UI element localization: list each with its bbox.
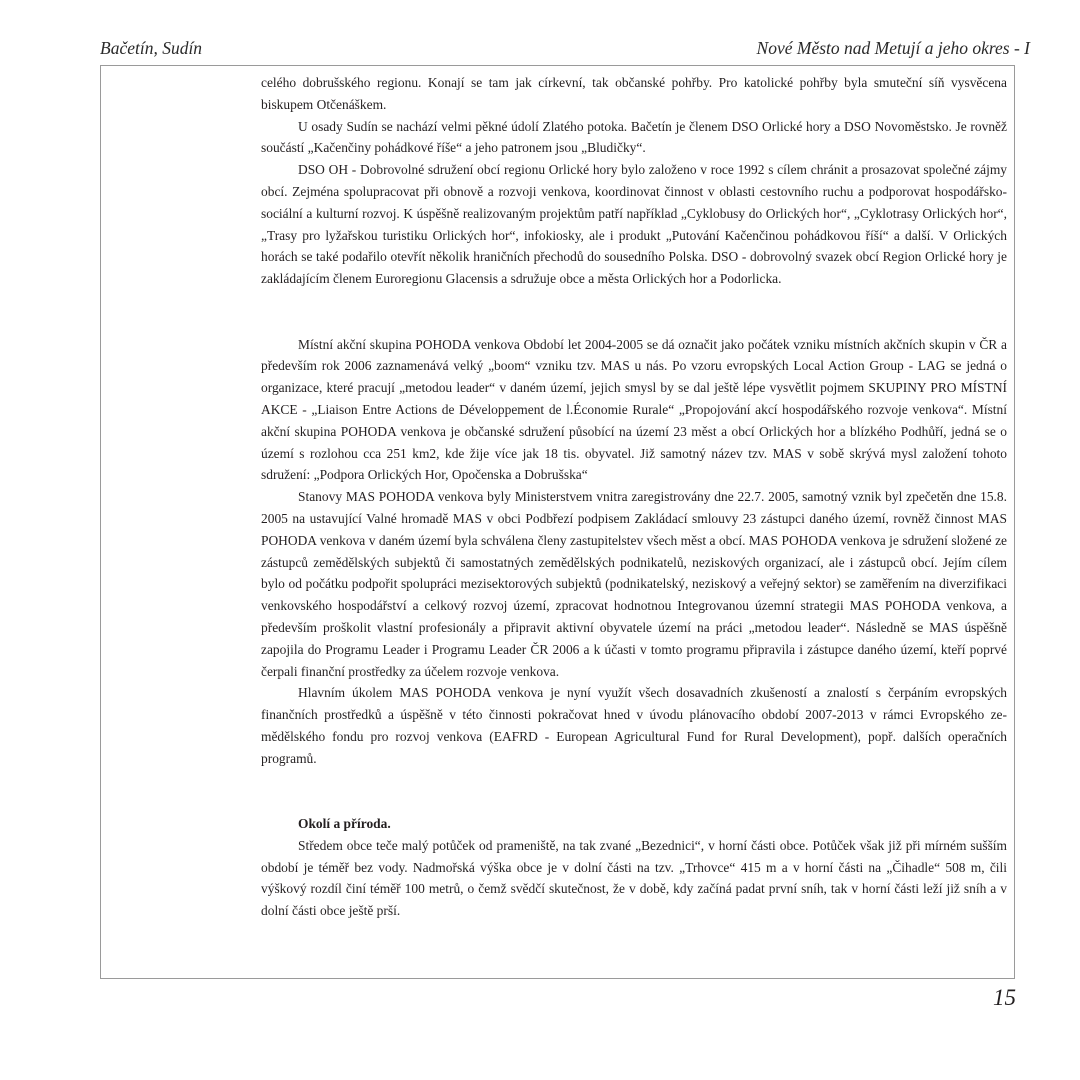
running-head-left: Bačetín, Sudín: [100, 38, 203, 58]
paragraph-sudin: U osady Sudín se nachází velmi pěkné údolí Zlatého potoka. Bačetín je členem DSO Orlické hory a DSO Novoměstsko. Je rovněž součástí „Kačenčiny pohádkové říše“ a jeho patronem jsou „Bludičky“.: [261, 118, 1007, 156]
paragraph-continuation: celého dobrušského regionu. Konají se tam jak církevní, tak občanské pohřby. Pro katolické pohřby byla smuteční síň vysvěcena biskupem Otčenáškem.: [261, 75, 1007, 112]
paragraph-mas-pohoda: Místní akční skupina POHODA venkova Období let 2004-2005 se dá označit jako počátek vzniku místních akčních skupin v ČR a především rok 2006 zaznamenává velký „boom“ vzniku tzv. MAS u nás. Po vzoru evropských Local Action Group - LAG se jedná o organizace, které pracují „metodou leader“ v daném území, jejich smysl by se dal ještě lépe vysvětlit pojmem SKUPINY PRO MÍSTNÍ AKCE - „Liaison Entre Actions de Développement de l.Économie Rurale“ „Propojování akcí hospodářského rozvoje venkova“. Místní akční skupina POHODA venkova je občanské sdružení působící na území 23 měst a obcí Orlických hor a blízkého Podhůří, jedná se o území s rozlohou cca 251 km2, kde žije více jak 18 tis. obyvatel. Již samotný název tzv. MAS v sobě skrývá mysl založení tohoto sdružení: „Podpora Orlických Hor, Opočenska a Dobrušska“: [261, 336, 1007, 483]
page-content: [261, 72, 1007, 922]
page-number: 15: [993, 985, 1016, 1010]
section-heading: Okolí a příroda.: [298, 816, 391, 832]
paragraph-hlavni-ukol: Hlavním úkolem MAS POHODA venkova je nyní využít všech dosavadních zkušeností a znalostí s čerpáním evropských finančních prostředků a úspěšně v této činnosti pokračovat hned v úvodu plánovacího období 2007-2013 v rámci Evropského zemědělského fondu pro rozvoj venkova (EAFRD - European Agricultural Fund for Rural Development), popř. dalších operačních programů.: [261, 685, 1007, 766]
paragraph-stanovy: Stanovy MAS POHODA venkova byly Ministerstvem vnitra zaregistrovány dne 22.7. 2005, samotný vznik byl zpečetěn dne 15.8. 2005 na ustavující Valné hromadě MAS v obci Podbřezí podpisem Zakládací smlouvy 23 zástupci daného území, rovněž činnost MAS POHODA venkova v daném území byla schválena členy zastupitelstev všech měst a obcí. MAS POHODA venkova je sdružení složené ze zástupců zemědělských subjektů či samostatných zemědělských podnikatelů, neziskových organizací, ale i zástupců obcí. Jejím cílem bylo od počátku podpořit spolupráci mezisektorových subjektů (podnikatelský, neziskový a veřejný sektor) se zaměřením na diverzifikaci venkovského hospodářství a celkový rozvoj území, zpracovat hodnotnou Integrovanou územní strategii MAS POHODA venkova, a především proškolit vlastní profesionály a připravit aktivní obyvatele území na práci „metodou leader“. Následně se MAS úspěšně zapojila do Programu Leader i Programu Leader ČR 2006 a k účasti v tomto programu připravila i zástupce daného území, kteří poprvé čerpali finanční prostředky za účelem rozvoje venkova.: [261, 489, 1007, 679]
paragraph-okoli: Středem obce teče malý potůček od prameniště, na tak zvané „Bezednici“, v horní části obce. Potůček však již při mírném sušším období je téměř bez vody. Nadmořská výška obce je v dolní části na tzv. „Trhovce“ 415 m a v horní části na „Čihadle“ 508 m, čili výškový rozdíl činí téměř 100 metrů, o čemž svědčí skutečnost, že v době, kdy začíná padat první sníh, tak v horní části leží již sníh a v dolní části obce ještě prší.: [261, 837, 1007, 919]
running-head-right: Nové Město nad Metují a jeho okres - I: [756, 38, 1030, 58]
paragraph-dso-oh: DSO OH - Dobrovolné sdružení obcí regionu Orlické hory bylo založeno v roce 1992 s cílem chránit a prosazovat společné zájmy obcí. Zejména spolupracovat při obnově a rozvoji venkova, koordinovat činnost v oblasti cestovního ruchu a podporovat hospodářsko-sociální a kulturní rozvoj. K úspěšně realizovaným projektům patří například „Cyklobusy do Orlických hor“, „Cyklotrasy Orlických hor“, „Trasy pro lyžařskou turistiku Orlických hor“, infokiosky, ale i produkt „Putování Kačenčinou pohádkovou říší“ a další. V Orlických horách se také podařilo otevřít několik hraničních přechodů do sousedního Polska. DSO - dobrovolný svazek obcí Region Orlické hory je zakládajícím členem Euroregionu Glacensis a sdružuje obce a města Orlických hor a Podorlicka.: [261, 162, 1007, 287]
